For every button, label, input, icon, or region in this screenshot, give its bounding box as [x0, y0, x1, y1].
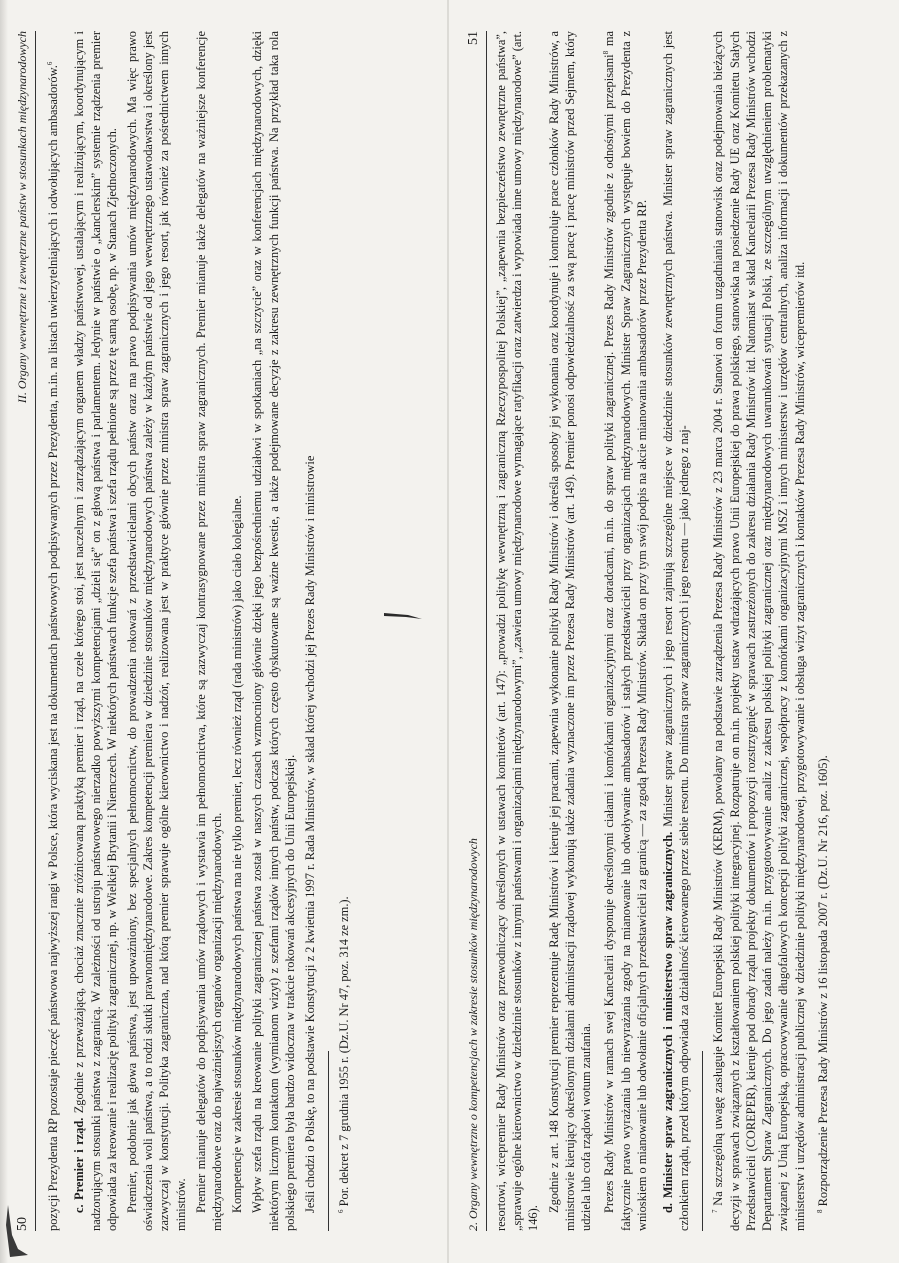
right-footnote-8: $^8$ Rozporządzenie Prezesa Rady Ministrów z 16 listopada 2007 r. (Dz.U. Nr 216, poz. 1605). [815, 755, 830, 1213]
right-paragraph-3: Prezes Rady Ministrów w ramach swej Kancelarii dysponuje określonymi ciałami i komórkami organizacyjnymi oraz doradcami, m.in. do spraw polityki zagranicznej. Prezes Rady Ministrów zgodnie z odnośnymi przepisami$^8$ ma faktycznie prawo wyrażania lub niewyrażania zgody na mianowanie lub odwoływanie ambasadorów i stałych przedstawicieli przy organizacjach międzynarodowych. Minister Spraw Zagranicznych występuje bowiem do Prezydenta z wnioskiem o mianowanie lub odwołanie oficjalnych przedstawicieli za granicą — za zgodą Prezesa Rady Ministrów. Składa on przy tym swój podpis na akcie mianowania ambasadorów przez Prezydenta RP. [602, 31, 649, 1231]
right-footnote-rule [702, 1051, 703, 1231]
left-footnote-rule [328, 1051, 329, 1231]
right-page-number: 51 [466, 31, 481, 45]
left-page [15, 31, 435, 1231]
section-c-heading: c. Premier i rząd. [72, 1117, 87, 1213]
right-running-head [466, 31, 487, 1231]
scan-edge-shadow [0, 0, 8, 1263]
left-page-body [42, 31, 353, 1231]
book-spine [447, 0, 449, 1263]
left-footnote-6: $^6$ Por. dekret z 7 grudnia 1955 r. (Dz.U. Nr 47, poz. 314 ze zm.). [337, 896, 352, 1213]
right-footnote-7: $^7$ Na szczególną uwagę zasługuje Komitet Europejski Rady Ministrów (KERM), powołany na podstawie zarządzenia Prezesa Rady Ministrów z 23 marca 2004 r. Stanowi on forum uzgadniania stanowisk oraz podejmowania bieżących decyzji w sprawach związanych z kształtowaniem polskiej polityki integracyjnej. Rozpatruje on m.in. projekty ustaw wdrażających prawo Unii Europejskiej do prawa polskiego, stanowiska na posiedzenie Rady UE oraz Komitetu Stałych Przedstawicieli (COREPER), kieruje pod obrady rządu projekty dokumentów i propozycji rozstrzygnięć w sprawach zastrzeżonych do zakresu działania Rady Ministrów itd. Natomiast w skład Kancelarii Prezesa Rady Ministrów wchodzi Departament Spraw Zagranicznych. Do jego zadań należy m.in. przygotowywanie analiz z zakresu polskiej polityki zagranicznej oraz międzynarodowych uwarunkowań sytuacji Polski, ze szczególnym uwzględnieniem problematyki związanej z Unią Europejską, opracowywanie długofalowych koncepcji polityki zagranicznej, współpracy z komórkami organizacyjnymi MSZ i innych ministerstw i urzędów centralnych, analiza informacji i dokumentów przekazanych z ministerstw i urzędów administracji publicznej w dziedzinie polityki międzynarodowej, przygotowywanie i obsługa wizyt zagranicznych i kontaktów Prezesa Rady Ministrów, wicepremierów itd. [711, 31, 807, 1231]
left-paragraph-6: Wpływ szefa rządu na kreowanie polityki zagranicznej państwa został w naszych czasach wzmocniony głównie dzięki jego bezpośredniemu udziałowi w spotkaniach „na szczycie” oraz w konferencjach międzynarodowych, dzięki niektórym licznym kontaktom (wymianom wizyt) z szefami rządów innych państw, podczas których często dyskutowane są ważne kwestie, a także podejmowane decyzje z zakresu zewnętrznych funkcji państwa. Na przykład taka rola polskiego premiera była bardzo widoczna w trakcie rokowań akcesyjnych do Unii Europejskiej. [250, 31, 297, 1231]
section-d-paragraph: d. Minister spraw zagranicznych i ministerstwo spraw zagranicznych. Minister spraw zagranicznych i jego resort zajmują szczególne miejsce w dziedzinie stosunków zewnętrznych państwa. Minister spraw zagranicznych jest członkiem rządu, przed którym odpowiada za działalność kierowanego przez siebie resortu. Do ministra spraw zagranicznych i jego resortu — jako jednego z naj- [660, 31, 692, 1231]
left-running-head [15, 31, 36, 1231]
left-page-number: 50 [15, 1217, 30, 1231]
right-paragraph-2: Zgodnie z art. 148 Konstytucji premier reprezentuje Radę Ministrów i kieruje jej pracami, zapewnia wykonanie polityki Rady Ministrów i określa sposoby jej wykonania oraz koordynuje i kontroluje prace członków Rady Ministrów, a ministrowie kierujący określonymi działami administracji rządowej wykonują także zadania wyznaczone im przez Prezesa Rady Ministrów (art. 149). Premier ponosi odpowiedzialność za swą pracę i pracę ministrów przed Sejmem, który udziela lub cofa rządowi wotum zaufania. [546, 31, 594, 1231]
left-paragraph-4: Premier mianuje delegatów do podpisywania umów rządowych i wystawia im pełnomocnictwa, które są zazwyczaj kontrasygnowane przez ministra spraw zagranicznych. Premier mianuje także delegatów na ważniejsze konferencje międzynarodowe oraz do najważniejszych organów organizacji międzynarodowych. [193, 31, 224, 1231]
right-running-title: 2. Organy wewnętrzne o kompetencjach w zakresie stosunków międzynarodowych [466, 838, 480, 1231]
scan-artifact-mark [384, 607, 422, 621]
footnote-ref-6: 6 [46, 61, 54, 66]
section-d-heading: d. Minister spraw zagranicznych i ministerstwo spraw zagranicznych. [660, 831, 675, 1213]
right-paragraph-1: resortowi, wicepremier Rady Ministrów oraz przewodniczący określonych w ustawach komitetów (art. 147): „prowadzi politykę wewnętrzną i zagraniczną Rzeczypospolitej Polskiej”, „zapewnia bezpieczeństwo zewnętrzne państwa”, „sprawuje ogólne kierownictwo w dziedzinie stosunków z innymi państwami i organizacjami międzynarodowymi”, „zawiera umowy międzynarodowe wymagające ratyfikacji oraz zatwierdza i wypowiada inne umowy międzynarodowe” (art. 146). [494, 31, 541, 1231]
section-c-paragraph: c. Premier i rząd. Zgodnie z przeważającą, chociaż znacznie zróżnicowaną praktyką premier i rząd, na czele którego stoi, jest naczelnym i zarządzającym organem władzy państwowej, ustalającym i realizującym, koordynującym i nadzorującym stosunki państwa z zagranicą. W zależności od ustroju państwowego nierzadko powyższymi kompetencjami „dzieli się” on z głową państwa i parlamentem. Jedynie w państwie o „kanclerskim” systemie rządzenia premier odpowiada za kreowanie i realizację polityki zagranicznej, np. w Wielkiej Brytanii i Niemczech. W niektórych państwach funkcje szefa państwa i szefa rządu pełnione są przez tę samą osobę, np. w Stanach Zjednoczonych. [72, 31, 119, 1231]
footnote-ref-8: 8 [602, 50, 611, 55]
left-paragraph-7: Jeśli chodzi o Polskę, to na podstawie Konstytucji z 2 kwietnia 1997 r. Rada Ministrów, w skład której wchodzi jej Prezes Rady Ministrów i ministrowie [302, 455, 317, 1213]
left-paragraph-5: Kompetencje w zakresie stosunków międzynarodowych państwa ma nie tylko premier, lecz również rząd (rada ministrów) jako ciało kolegialne. [230, 495, 245, 1213]
left-paragraph-1: pozycji Prezydenta RP pozostaje pieczęć państwowa najwyższej rangi w Polsce, która wyciskana jest na dokumentach państwowych podpisywanych przez Prezydenta, m.in. na listach uwierzytelniających i odwołujących ambasadorów.$^6$ [46, 61, 61, 1231]
scan-artifact-corner [6, 1205, 28, 1257]
right-page [466, 31, 886, 1231]
left-running-title: II. Organy wewnętrzne i zewnętrzne państw w stosunkach międzynarodowych [15, 31, 29, 404]
left-paragraph-3: Premier, podobnie jak głowa państwa, jest upoważniony, bez specjalnych pełnomocnictw, do prowadzenia rokowań z przedstawicielami obcych państw oraz ma prawo podpisywania umów międzynarodowych. Ma więc prawo oświadczenia woli państwa, a to rodzi skutki prawnomiędzynarodowe. Zakres kompetencji premiera w dziedzinie stosunków międzynarodowych państwa zależy w każdym państwie od jego wewnętrznego ustawodawstwa i określony jest zazwyczaj w konstytucji. Polityka zagraniczna, nad którą premier sprawuje ogólne kierownictwo i nadzór, realizowana jest w praktyce głównie przez ministra spraw zagranicznych i jego resort, jak również za pośrednictwem innych ministrów. [124, 31, 188, 1231]
right-page-body [493, 31, 831, 1231]
